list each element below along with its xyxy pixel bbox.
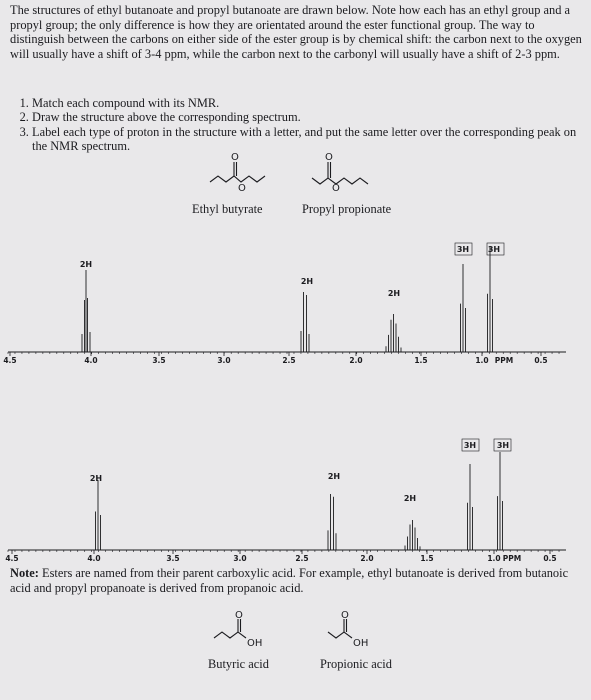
peak-integration-label: 3H xyxy=(496,441,510,450)
tick-label: 1.0 xyxy=(487,554,501,563)
question-item: 1. Match each compound with its NMR. xyxy=(32,96,591,110)
peak-integration-label: 3H xyxy=(487,245,501,254)
propionic-acid-label: Propionic acid xyxy=(320,657,392,671)
peak-integration-label: 3H xyxy=(463,441,477,450)
tick-label: 2.0 xyxy=(360,554,374,563)
tick-label: 4.5 xyxy=(3,356,17,365)
intro-paragraph: The structures of ethyl butanoate and propyl butanoate are drawn below. Note how each has an ethyl group and a propyl group; the only difference is how they are orientated around the ester functional group. The way to distinguish between the carbons on either side of the ester group is by chemical shift: the carbon next to the oxygen will usually have a shift of 3-4 ppm, while the carbon next to the carbonyl will usually have a shift of 2-3 ppm. xyxy=(10,3,582,61)
tick-label: 3.0 xyxy=(217,356,231,365)
ester-oxygen-label: O xyxy=(238,183,246,194)
carbonyl-oxygen-label: O xyxy=(231,152,239,163)
question-item: 2. Draw the structure above the corresponding spectrum. xyxy=(32,110,591,124)
peak-integration-label: 2H xyxy=(79,260,93,269)
tick-label: 1.5 xyxy=(414,356,428,365)
tick-label: 4.0 xyxy=(87,554,101,563)
carbonyl-oxygen-label: O xyxy=(325,152,333,163)
tick-label: PPM xyxy=(502,554,522,563)
butyric-acid-structure xyxy=(212,610,282,650)
tick-label: 4.5 xyxy=(5,554,19,563)
ethyl-butyrate-label: Ethyl butyrate xyxy=(192,202,263,216)
note-text: Esters are named from their parent carboxylic acid. For example, ethyl butanoate is derived from butanoic acid and propyl propanoate is derived from propanoic acid. xyxy=(10,566,569,595)
tick-label: 0.5 xyxy=(543,554,557,563)
butyric-acid-label: Butyric acid xyxy=(208,657,269,671)
tick-label: 2.5 xyxy=(282,356,296,365)
tick-label: 2.0 xyxy=(349,356,363,365)
tick-label: 0.5 xyxy=(534,356,548,365)
tick-label: 3.0 xyxy=(233,554,247,563)
question-item: 3. Label each type of proton in the structure with a letter, and put the same letter over the corresponding peak on the NMR spectrum. xyxy=(32,125,591,154)
note-paragraph xyxy=(10,566,588,596)
nmr-spectrum-2 xyxy=(0,418,591,568)
question-list xyxy=(10,96,591,154)
propyl-propionate-label: Propyl propionate xyxy=(302,202,392,216)
nmr-spectrum-1 xyxy=(0,222,591,372)
tick-label: 1.5 xyxy=(420,554,434,563)
peak-integration-label: 2H xyxy=(327,472,341,481)
hydroxyl-label: OH xyxy=(353,638,369,649)
carbonyl-oxygen-label: O xyxy=(341,610,349,621)
tick-label: 2.5 xyxy=(295,554,309,563)
note-prefix: Note: xyxy=(10,566,39,580)
ethyl-butyrate-structure xyxy=(208,150,274,192)
tick-label: 4.0 xyxy=(84,356,98,365)
propionic-acid-structure xyxy=(326,610,396,650)
tick-label: 1.0 xyxy=(475,356,489,365)
tick-label: PPM xyxy=(494,356,514,365)
peak-integration-label: 2H xyxy=(300,277,314,286)
tick-label: 3.5 xyxy=(166,554,180,563)
propyl-propionate-structure xyxy=(310,150,390,192)
peak-integration-label: 2H xyxy=(89,474,103,483)
peak-integration-label: 2H xyxy=(387,289,401,298)
tick-label: 3.5 xyxy=(152,356,166,365)
hydroxyl-label: OH xyxy=(247,638,263,649)
ester-oxygen-label: O xyxy=(332,183,340,194)
carbonyl-oxygen-label: O xyxy=(235,610,243,621)
peak-integration-label: 3H xyxy=(456,245,470,254)
peak-integration-label: 2H xyxy=(403,494,417,503)
